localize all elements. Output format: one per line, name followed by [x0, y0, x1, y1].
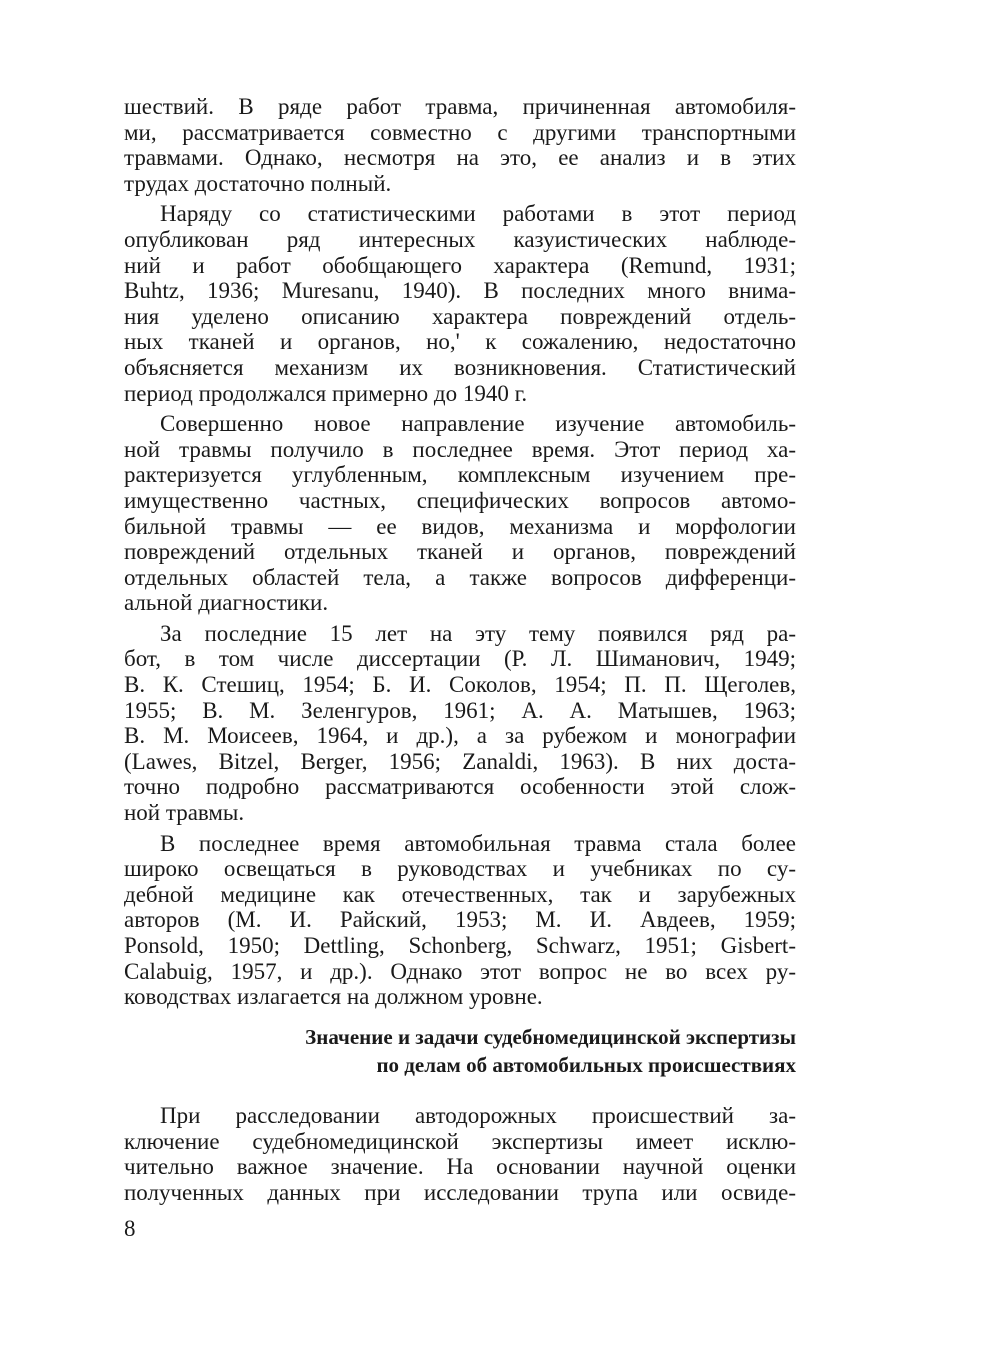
text-line: Calabuig, 1957, и др.). Однако этот вопрос не во всех ру- [124, 958, 796, 984]
text-line: точно подробно рассматриваются особенности этой слож- [124, 774, 796, 800]
text-line: В последнее время автомобильная травма стала более [160, 830, 796, 856]
text-line: альной диагностики. [124, 590, 329, 616]
text-line: травмами. Однако, несмотря на это, ее анализ и в этих [124, 145, 796, 171]
text-line: ний и работ обобщающего характера (Remund, 1931; [124, 252, 796, 278]
section-text [124, 1103, 796, 1210]
paragraph-6 [124, 1103, 796, 1205]
text-line: За последние 15 лет на эту тему появился ряд ра- [160, 620, 796, 646]
text-line: бот, в том числе диссертации (Р. Л. Шиманович, 1949; [124, 646, 796, 672]
text-line: широко освещаться в руководствах и учебниках по су- [124, 856, 796, 882]
text-line: ной травмы. [124, 800, 245, 826]
text-line: авторов (М. И. Райский, 1953; М. И. Авдеев, 1959; [124, 907, 796, 933]
text-line: ми, рассматривается совместно с другими транспортными [124, 119, 796, 145]
text-line: При расследовании автодорожных происшествий за- [160, 1103, 796, 1128]
text-line: опубликован ряд интересных казуистических наблюде- [124, 226, 796, 252]
text-line: отдельных областей тела, а также вопросов дифференци- [124, 564, 796, 590]
text-line: период продолжался примерно до 1940 г. [124, 380, 528, 406]
text-line: повреждений отдельных тканей и органов, повреждений [124, 539, 796, 565]
paragraph-5 [124, 831, 796, 1010]
text-line: ководствах излагается на должном уровне. [124, 984, 543, 1010]
text-line: В. М. Моисеев, 1964, и др.), а за рубежом и монографии [124, 723, 796, 749]
section-heading [124, 1023, 796, 1079]
text-line: Наряду со статистическими работами в этот период [160, 201, 796, 227]
text-line: Buhtz, 1936; Muresanu, 1940). В последних много внима- [124, 278, 796, 304]
text-line: объясняется механизм их возникновения. Статистический [124, 354, 796, 380]
text-line: (Lawes, Bitzel, Berger, 1956; Zanaldi, 1963). В них доста- [124, 748, 796, 774]
paragraph-4 [124, 621, 796, 826]
section-heading-line: Значение и задачи судебномедицинской экспертизы [305, 1025, 796, 1049]
text-line: трудах достаточно полный. [124, 170, 392, 196]
text-line: полученных данных при исследовании трупа или освиде- [124, 1179, 796, 1205]
text-line: имущественно частных, специфических вопросов автомо- [124, 487, 796, 513]
section-heading-line: по делам об автомобильных происшествиях [376, 1053, 796, 1077]
text-line: ных тканей и органов, но,' к сожалению, недостаточно [124, 329, 796, 355]
text-line: бильной травмы — ее видов, механизма и морфологии [124, 513, 796, 539]
text-line: 1955; В. М. Зеленгуров, 1961; А. А. Матышев, 1963; [124, 697, 796, 723]
paragraph-1 [124, 94, 796, 196]
text-line: чительно важное значение. На основании научной оценки [124, 1154, 796, 1180]
paragraph-2 [124, 201, 796, 406]
main-text [124, 94, 796, 1015]
text-line: рактеризуется углубленным, комплексным изучением пре- [124, 462, 796, 488]
text-line: Ponsold, 1950; Dettling, Schonberg, Schwarz, 1951; Gisbert- [124, 933, 796, 958]
text-line: ной травмы получило в последнее время. Этот период ха- [124, 436, 796, 462]
page-number: 8 [124, 1216, 136, 1241]
text-line: ключение судебномедицинской экспертизы имеет исклю- [124, 1128, 796, 1154]
text-line: В. К. Стешиц, 1954; Б. И. Соколов, 1954; П. П. Щеголев, [124, 672, 796, 698]
text-line: шествий. В ряде работ травма, причиненная автомобиля- [124, 94, 796, 119]
paragraph-3 [124, 411, 796, 616]
text-line: дебной медицине как отечественных, так и зарубежных [124, 881, 796, 907]
text-line: ния уделено описанию характера повреждений отдель- [124, 303, 796, 329]
text-line: Совершенно новое направление изучение автомобиль- [160, 411, 796, 437]
